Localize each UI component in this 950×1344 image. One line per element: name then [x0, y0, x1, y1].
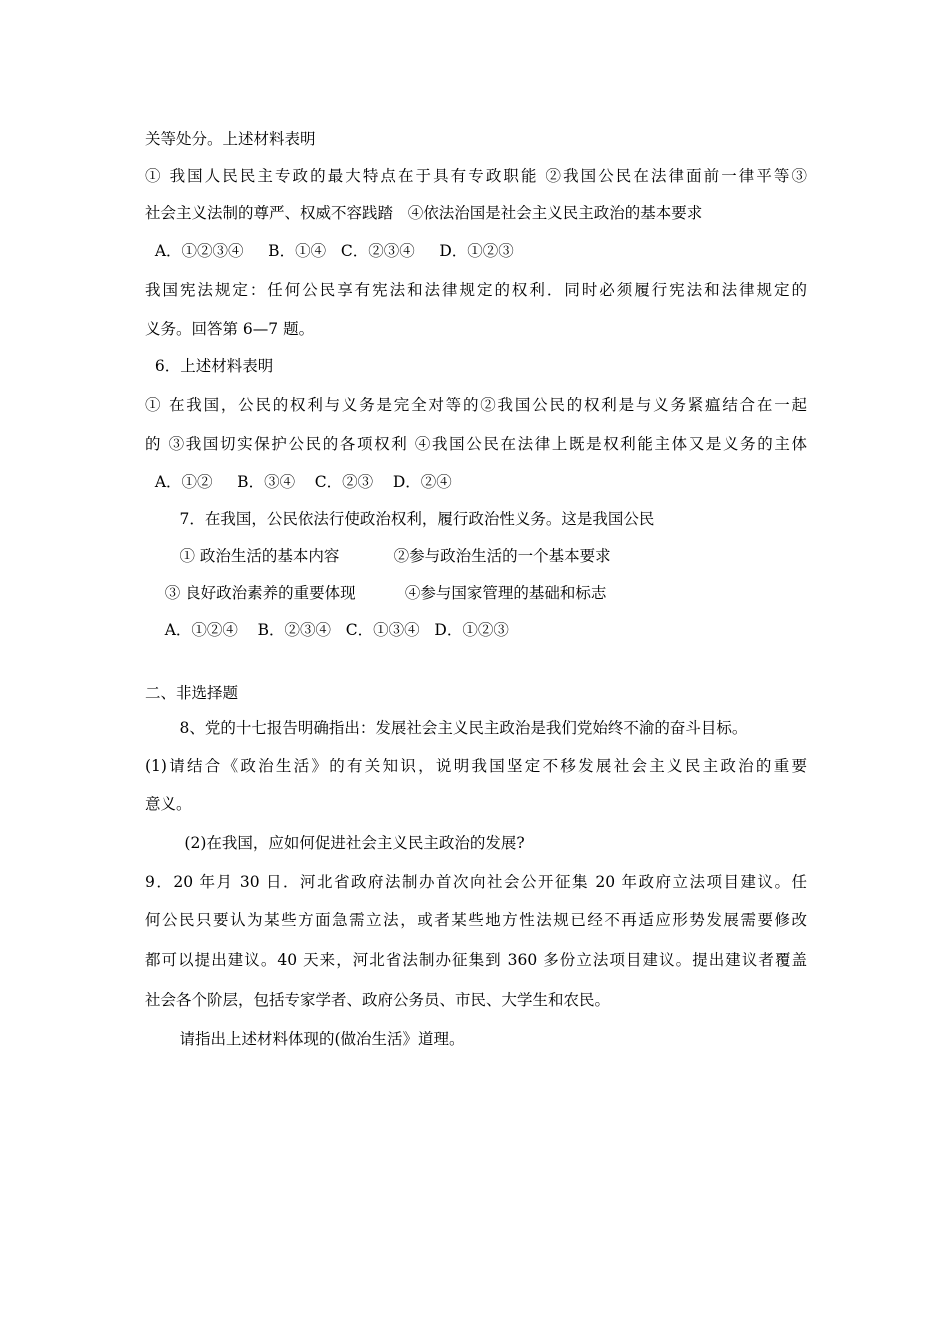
text-line-16: 8、党的十七报告明确指出：发展社会主义民主政治是我们党始终不渝的奋斗目标。: [145, 719, 748, 737]
text-line-19: (2)在我国，应如何促进社会主义民主政治的发展?: [145, 834, 525, 852]
text-line-1: 关等处分。上述材料表明: [145, 130, 316, 148]
text-line-7: 6．上述材料表明: [145, 357, 274, 375]
text-line-24: 请指出上述材料体现的(做冶生活》道理。: [145, 1030, 465, 1048]
text-line-18: 意义。: [145, 795, 192, 813]
text-line-13: ③ 良好政治素养的重要体现 ④参与国家管理的基础和标志: [145, 584, 607, 602]
text-line-3: 社会主义法制的尊严、权威不容践踏 ④依法治国是社会主义民主政治的基本要求: [145, 204, 703, 222]
text-line-5: 我国宪法规定：任何公民享有宪法和法律规定的权利．同时必须履行宪法和法律规定的: [145, 281, 807, 299]
text-line-9: 的 ③我国切实保护公民的各项权利 ④我国公民在法律上既是权利能主体又是义务的主体: [145, 435, 807, 453]
text-line-11: 7．在我国，公民依法行使政治权利，履行政治性义务。这是我国公民: [145, 510, 655, 528]
text-line-12: ① 政治生活的基本内容 ②参与政治生活的一个基本要求: [145, 547, 611, 565]
text-line-14: A．①②④ B．②③④ C．①③④ D．①②③: [145, 621, 509, 639]
text-line-2: ① 我国人民民主专政的最大特点在于具有专政职能 ②我国公民在法律面前一律平等③: [145, 167, 807, 185]
section-heading: 二、非选择题: [145, 684, 239, 702]
text-line-6: 义务。回答第 6—7 题。: [145, 320, 315, 338]
text-line-4: A．①②③④ B．①④ C．②③④ D．①②③: [145, 242, 514, 260]
text-line-23: 社会各个阶层，包括专家学者、政府公务员、市民、大学生和农民。: [145, 991, 611, 1009]
text-line-8: ① 在我国，公民的权利与义务是完全对等的②我国公民的权利是与义务紧瘟结合在一起: [145, 396, 807, 414]
text-line-10: A．①② B．③④ C．②③ D．②④: [145, 473, 452, 491]
text-line-22: 都可以提出建议。40 天来，河北省法制办征集到 360 多份立法项目建议。提出建议者覆盖: [145, 951, 807, 969]
text-line-20: 9．20 年月 30 日．河北省政府法制办首次向社会公开征集 20 年政府立法项目建议。任: [145, 873, 807, 891]
text-line-17: (1)请结合《政治生活》的有关知识，说明我国坚定不移发展社会主义民主政治的重要: [145, 757, 807, 775]
text-line-21: 何公民只要认为某些方面急需立法，或者某些地方性法规已经不再适应形势发展需要修改: [145, 911, 807, 929]
